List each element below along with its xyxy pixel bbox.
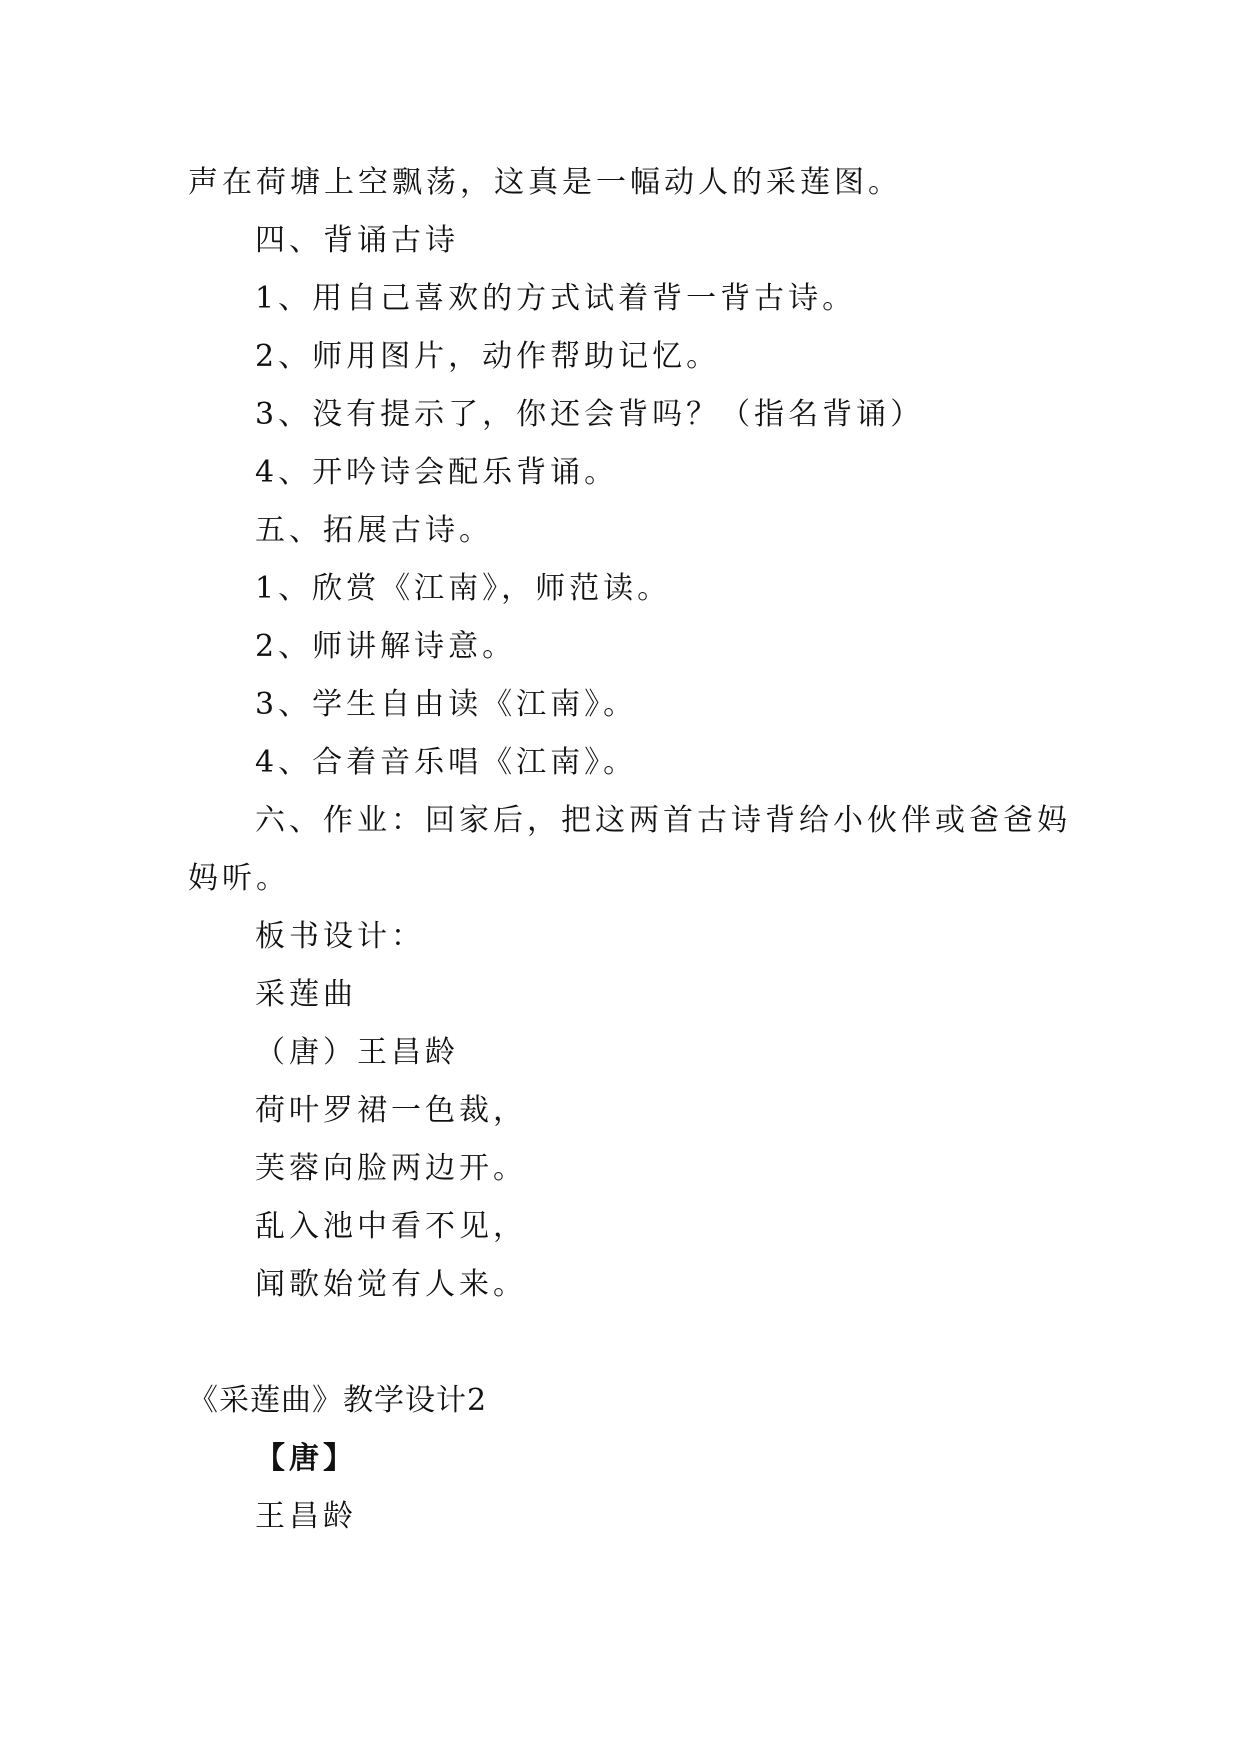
list-item: 1、用自己喜欢的方式试着背一背古诗。	[255, 281, 857, 316]
author-name: 王昌龄	[255, 1499, 357, 1534]
list-item: 4、合着音乐唱《江南》。	[255, 745, 638, 780]
section-title: 《采莲曲》教学设计2	[188, 1383, 488, 1418]
list-item: 2、师用图片，动作帮助记忆。	[255, 339, 721, 374]
paragraph-continuation: 声在荷塘上空飘荡，这真是一幅动人的采莲图。	[188, 165, 902, 200]
list-item: 2、师讲解诗意。	[255, 629, 517, 664]
poem-title: 采莲曲	[255, 977, 357, 1012]
list-item: 1、欣赏《江南》，师范读。	[255, 571, 672, 606]
poem-line: 芙蓉向脸两边开。	[255, 1151, 527, 1186]
list-item: 4、开吟诗会配乐背诵。	[255, 455, 619, 490]
board-design-label: 板书设计：	[255, 919, 425, 954]
dynasty-label: 【唐】	[255, 1441, 357, 1476]
poem-line: 荷叶罗裙一色裁，	[255, 1093, 527, 1128]
poem-line: 闻歌始觉有人来。	[255, 1267, 527, 1302]
section-heading-recite: 四、背诵古诗	[255, 223, 459, 258]
list-item: 3、学生自由读《江南》。	[255, 687, 638, 722]
poem-line: 乱入池中看不见，	[255, 1209, 527, 1244]
paragraph-continuation: 妈听。	[188, 861, 290, 896]
section-heading-homework: 六、作业：回家后，把这两首古诗背给小伙伴或爸爸妈	[255, 803, 1071, 838]
section-heading-extend: 五、拓展古诗。	[255, 513, 493, 548]
list-item: 3、没有提示了，你还会背吗？（指名背诵）	[255, 397, 925, 432]
poem-author: （唐）王昌龄	[255, 1035, 459, 1070]
